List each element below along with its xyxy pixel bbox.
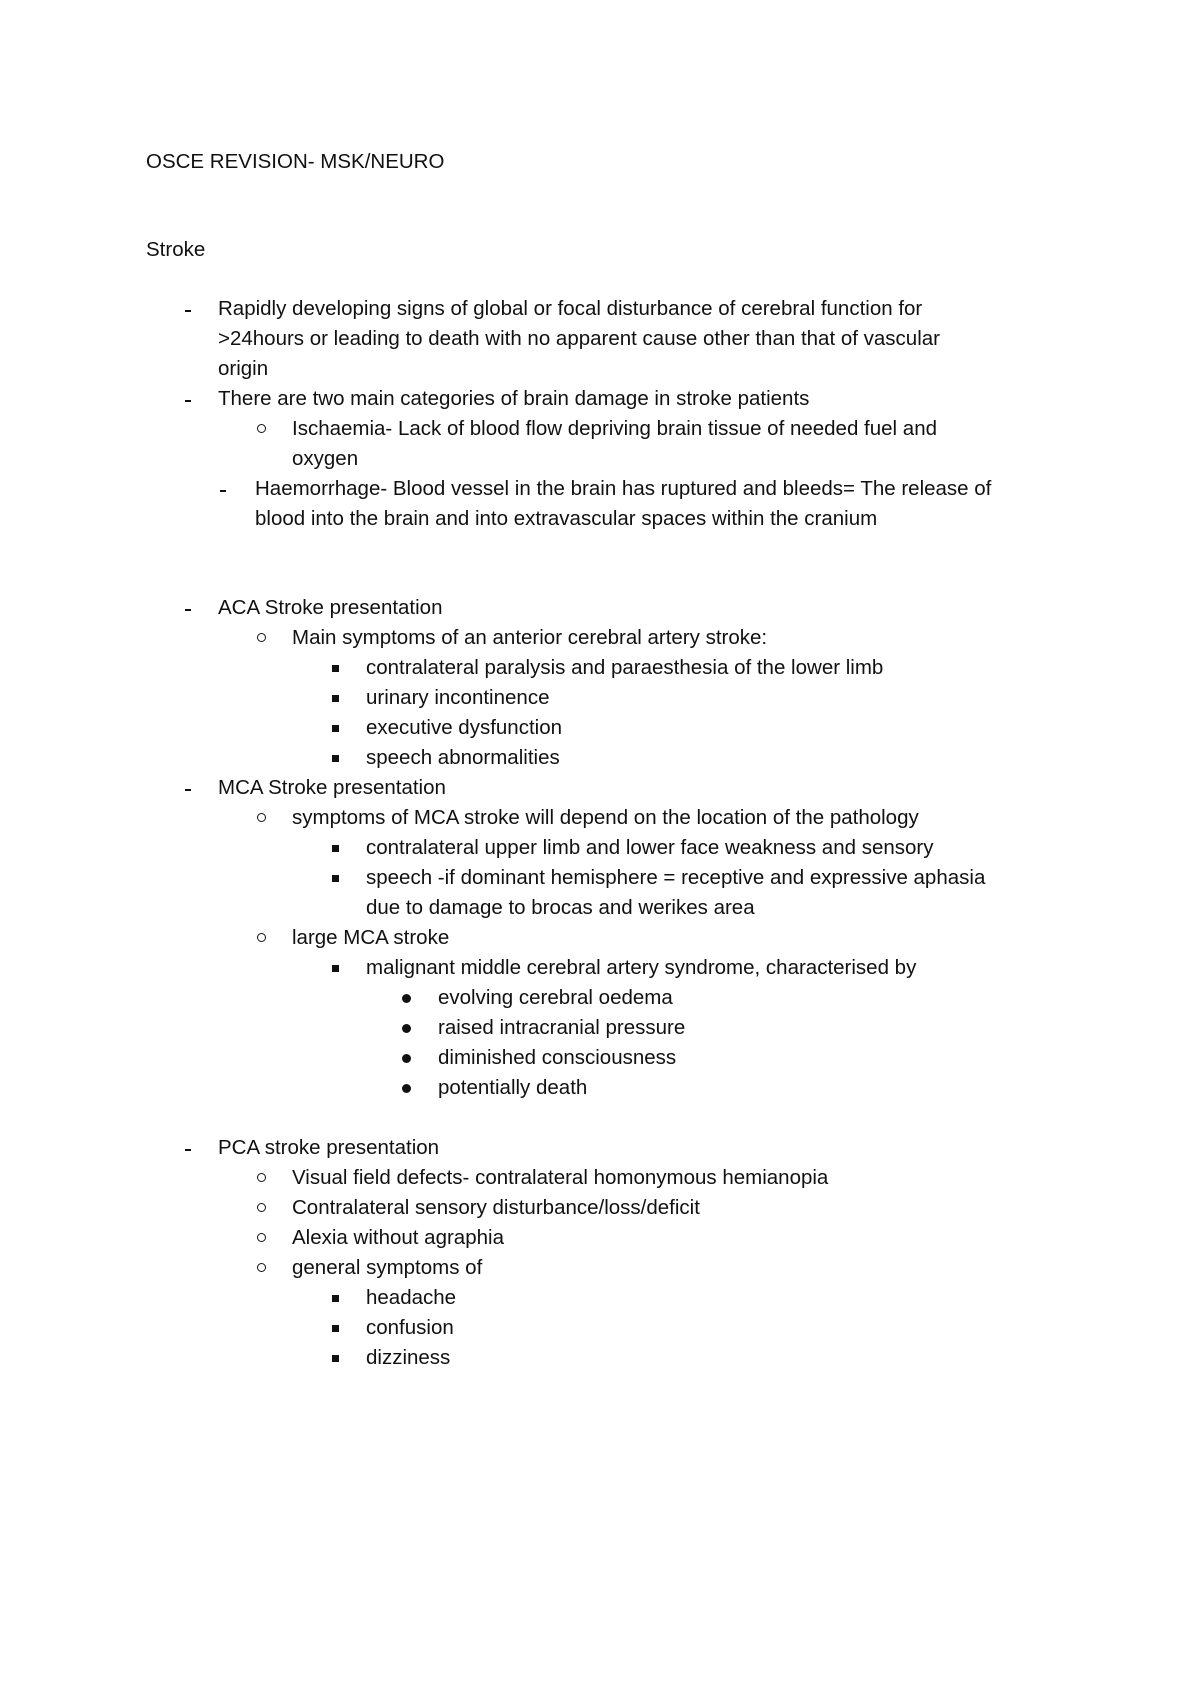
list-item-text: oxygen (292, 447, 359, 470)
list-item-text: executive dysfunction (366, 716, 563, 739)
circle-bullet (257, 424, 266, 433)
dot-bullet (402, 1084, 411, 1093)
dot-bullet (402, 1054, 411, 1063)
list-item-text: Visual field defects- contralateral homonymous hemianopia (292, 1166, 829, 1189)
dash-bullet (220, 490, 226, 492)
square-bullet (332, 665, 339, 672)
list-item-text: diminished consciousness (438, 1046, 677, 1069)
list-item-text: speech -if dominant hemisphere = receptive and expressive aphasia (366, 866, 986, 889)
list-item-text: PCA stroke presentation (218, 1136, 440, 1159)
section-heading: Stroke (146, 238, 206, 261)
circle-bullet (257, 1233, 266, 1242)
list-item-text: Contralateral sensory disturbance/loss/deficit (292, 1196, 700, 1219)
list-item-text: contralateral upper limb and lower face weakness and sensory (366, 836, 934, 859)
dash-bullet (185, 609, 191, 611)
dot-bullet (402, 994, 411, 1003)
list-item-text: dizziness (366, 1346, 451, 1369)
list-item-text: Alexia without agraphia (292, 1226, 504, 1249)
square-bullet (332, 875, 339, 882)
list-item-text: MCA Stroke presentation (218, 776, 446, 799)
page-title: OSCE REVISION- MSK/NEURO (146, 150, 445, 173)
list-item-text: >24hours or leading to death with no apparent cause other than that of vascular (218, 327, 940, 350)
square-bullet (332, 755, 339, 762)
list-item-text: There are two main categories of brain damage in stroke patients (218, 387, 810, 410)
square-bullet (332, 1325, 339, 1332)
square-bullet (332, 845, 339, 852)
square-bullet (332, 965, 339, 972)
list-item-text: Main symptoms of an anterior cerebral artery stroke: (292, 626, 768, 649)
list-item-text: due to damage to brocas and werikes area (366, 896, 755, 919)
square-bullet (332, 725, 339, 732)
list-item-text: malignant middle cerebral artery syndrome, characterised by (366, 956, 917, 979)
list-item-text: ACA Stroke presentation (218, 596, 443, 619)
circle-bullet (257, 1173, 266, 1182)
list-item-text: Haemorrhage- Blood vessel in the brain has ruptured and bleeds= The release of (255, 477, 992, 500)
dot-bullet (402, 1024, 411, 1033)
list-item-text: raised intracranial pressure (438, 1016, 686, 1039)
square-bullet (332, 1295, 339, 1302)
list-item-text: origin (218, 357, 269, 380)
square-bullet (332, 1355, 339, 1362)
list-item-text: urinary incontinence (366, 686, 550, 709)
list-item-text: blood into the brain and into extravascular spaces within the cranium (255, 507, 878, 530)
dash-bullet (185, 789, 191, 791)
list-item-text: evolving cerebral oedema (438, 986, 673, 1009)
list-item-text: headache (366, 1286, 457, 1309)
list-item-text: potentially death (438, 1076, 588, 1099)
list-item-text: contralateral paralysis and paraesthesia of the lower limb (366, 656, 884, 679)
list-item-text: Rapidly developing signs of global or focal disturbance of cerebral function for (218, 297, 923, 320)
dash-bullet (185, 400, 191, 402)
list-item-text: speech abnormalities (366, 746, 560, 769)
dash-bullet (185, 1149, 191, 1151)
list-item-text: Ischaemia- Lack of blood flow depriving brain tissue of needed fuel and (292, 417, 938, 440)
circle-bullet (257, 1263, 266, 1272)
circle-bullet (257, 633, 266, 642)
circle-bullet (257, 1203, 266, 1212)
list-item-text: general symptoms of (292, 1256, 483, 1279)
square-bullet (332, 695, 339, 702)
circle-bullet (257, 933, 266, 942)
list-item-text: confusion (366, 1316, 454, 1339)
circle-bullet (257, 813, 266, 822)
list-item-text: symptoms of MCA stroke will depend on the location of the pathology (292, 806, 919, 829)
list-item-text: large MCA stroke (292, 926, 450, 949)
dash-bullet (185, 310, 191, 312)
